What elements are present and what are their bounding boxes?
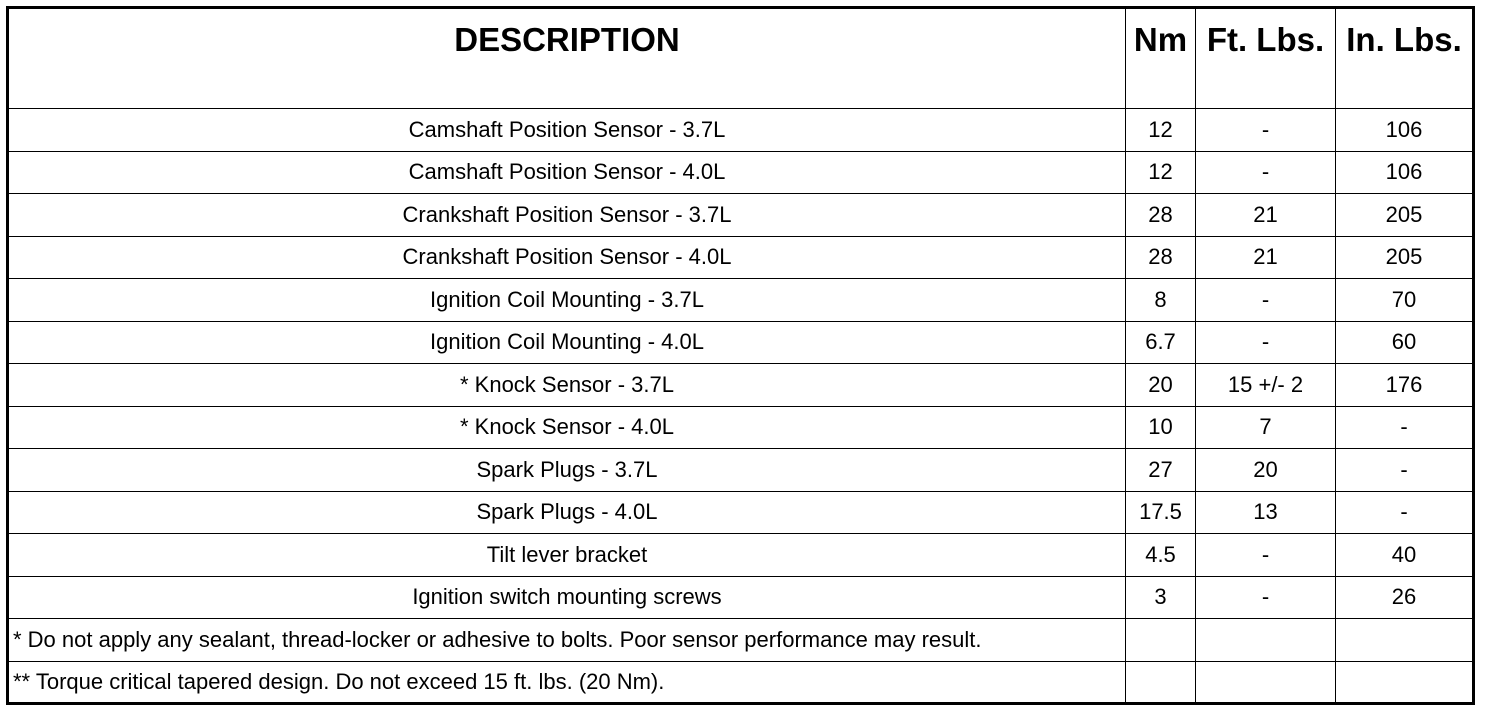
cell-description: Ignition Coil Mounting - 3.7L: [8, 279, 1126, 322]
table-row: [8, 491, 1474, 534]
cell-description: * Knock Sensor - 3.7L: [8, 364, 1126, 407]
cell-nm: 12: [1126, 151, 1196, 194]
table-row: [8, 406, 1474, 449]
cell-nm: 10: [1126, 406, 1196, 449]
table-row: [8, 236, 1474, 279]
header-description: DESCRIPTION: [8, 8, 1126, 109]
cell-nm: 28: [1126, 194, 1196, 237]
cell-in-lbs: -: [1336, 449, 1474, 492]
header-ft-lbs: Ft. Lbs.: [1196, 8, 1336, 109]
cell-ft-lbs: -: [1196, 576, 1336, 619]
cell-description: Tilt lever bracket: [8, 534, 1126, 577]
cell-ft-lbs: -: [1196, 151, 1336, 194]
table-row: [8, 151, 1474, 194]
cell-ft-lbs: -: [1196, 534, 1336, 577]
table-row: [8, 279, 1474, 322]
table-row: [8, 534, 1474, 577]
cell-nm: 6.7: [1126, 321, 1196, 364]
cell-ft-lbs: -: [1196, 279, 1336, 322]
cell-description: Camshaft Position Sensor - 3.7L: [8, 109, 1126, 152]
cell-description: Crankshaft Position Sensor - 4.0L: [8, 236, 1126, 279]
cell-nm: 4.5: [1126, 534, 1196, 577]
cell-nm: 20: [1126, 364, 1196, 407]
cell-in-lbs: -: [1336, 491, 1474, 534]
empty-cell: [1336, 619, 1474, 662]
cell-description: Ignition switch mounting screws: [8, 576, 1126, 619]
cell-in-lbs: 26: [1336, 576, 1474, 619]
empty-cell: [1196, 661, 1336, 704]
table-row: [8, 364, 1474, 407]
cell-nm: 17.5: [1126, 491, 1196, 534]
cell-in-lbs: 106: [1336, 109, 1474, 152]
cell-description: Crankshaft Position Sensor - 3.7L: [8, 194, 1126, 237]
cell-ft-lbs: 7: [1196, 406, 1336, 449]
cell-in-lbs: 205: [1336, 236, 1474, 279]
empty-cell: [1126, 661, 1196, 704]
header-in-lbs: In. Lbs.: [1336, 8, 1474, 109]
cell-nm: 27: [1126, 449, 1196, 492]
note-row: [8, 619, 1474, 662]
header-nm: Nm: [1126, 8, 1196, 109]
cell-nm: 8: [1126, 279, 1196, 322]
cell-ft-lbs: 21: [1196, 194, 1336, 237]
cell-ft-lbs: -: [1196, 109, 1336, 152]
empty-cell: [1126, 619, 1196, 662]
cell-in-lbs: 205: [1336, 194, 1474, 237]
note-text: ** Torque critical tapered design. Do not exceed 15 ft. lbs. (20 Nm).: [8, 661, 1126, 704]
table-header-row: [8, 8, 1474, 109]
table-row: [8, 194, 1474, 237]
cell-in-lbs: 40: [1336, 534, 1474, 577]
cell-in-lbs: 106: [1336, 151, 1474, 194]
empty-cell: [1196, 619, 1336, 662]
cell-in-lbs: 176: [1336, 364, 1474, 407]
table-row: [8, 109, 1474, 152]
cell-description: * Knock Sensor - 4.0L: [8, 406, 1126, 449]
cell-ft-lbs: -: [1196, 321, 1336, 364]
cell-description: Ignition Coil Mounting - 4.0L: [8, 321, 1126, 364]
note-text: * Do not apply any sealant, thread-locker or adhesive to bolts. Poor sensor performance may result.: [8, 619, 1126, 662]
cell-ft-lbs: 13: [1196, 491, 1336, 534]
empty-cell: [1336, 661, 1474, 704]
cell-description: Spark Plugs - 4.0L: [8, 491, 1126, 534]
cell-description: Spark Plugs - 3.7L: [8, 449, 1126, 492]
table-row: [8, 576, 1474, 619]
table-row: [8, 321, 1474, 364]
note-row: [8, 661, 1474, 704]
cell-nm: 28: [1126, 236, 1196, 279]
cell-in-lbs: 60: [1336, 321, 1474, 364]
cell-ft-lbs: 15 +/- 2: [1196, 364, 1336, 407]
cell-in-lbs: 70: [1336, 279, 1474, 322]
cell-ft-lbs: 20: [1196, 449, 1336, 492]
table-row: [8, 449, 1474, 492]
cell-ft-lbs: 21: [1196, 236, 1336, 279]
cell-in-lbs: -: [1336, 406, 1474, 449]
torque-specification-table: [6, 6, 1475, 705]
cell-nm: 3: [1126, 576, 1196, 619]
cell-description: Camshaft Position Sensor - 4.0L: [8, 151, 1126, 194]
cell-nm: 12: [1126, 109, 1196, 152]
